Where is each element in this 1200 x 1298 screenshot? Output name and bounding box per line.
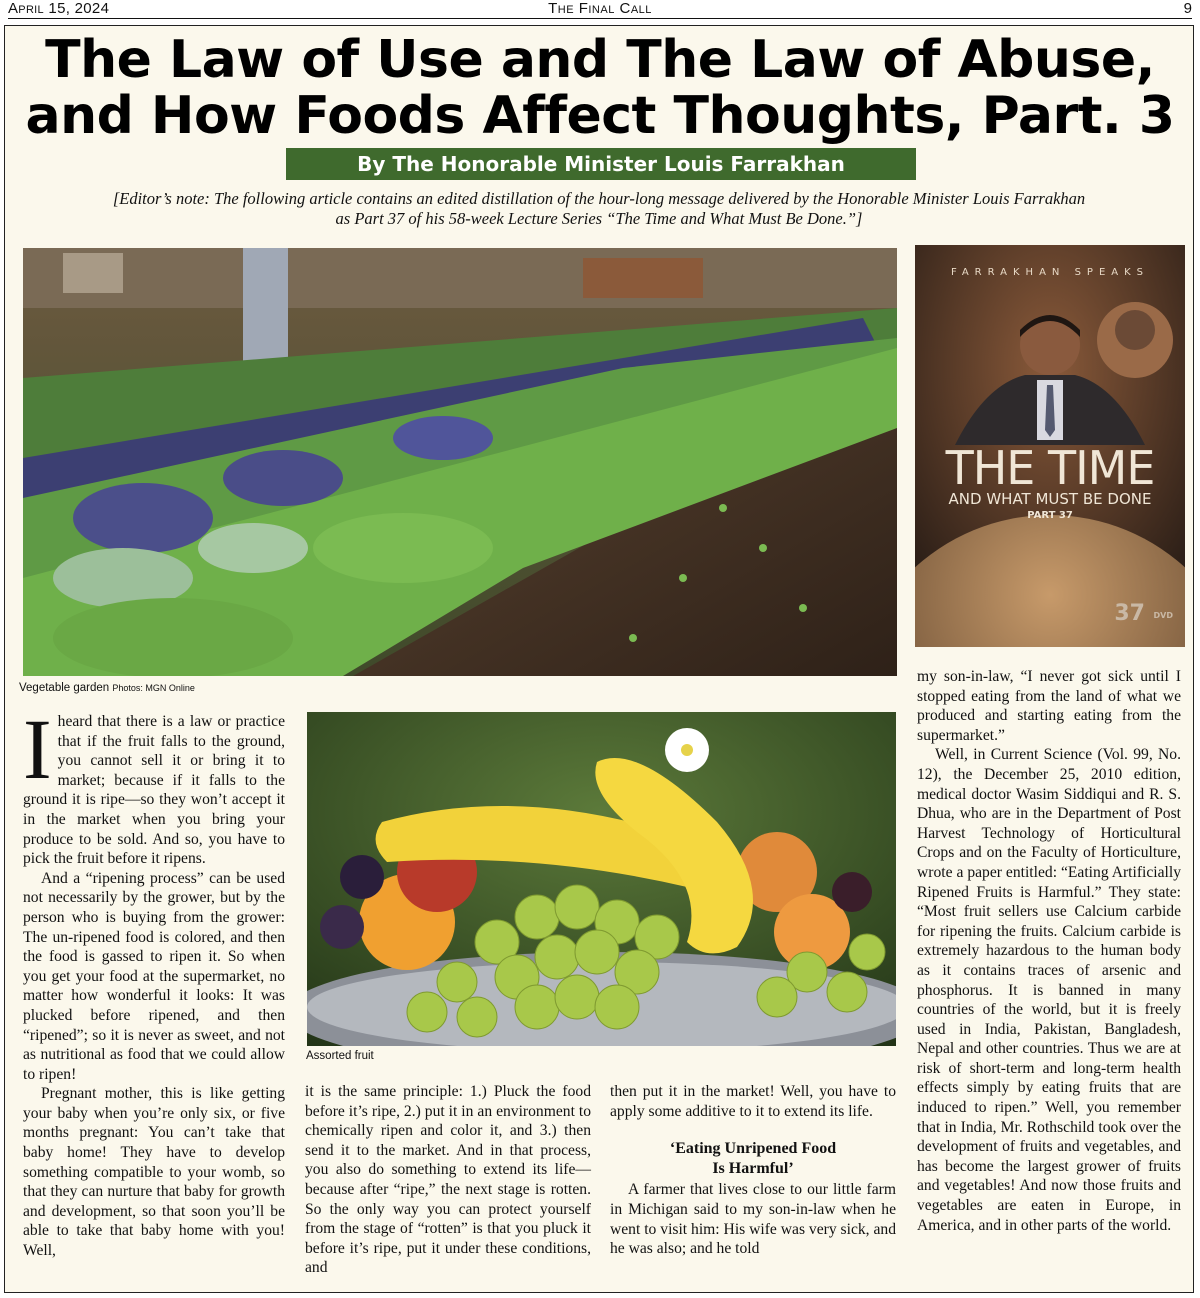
dvd-logo: DVD	[1153, 611, 1173, 620]
dvd-subtitle: AND WHAT MUST BE DONE	[948, 490, 1152, 508]
garden-caption	[19, 682, 195, 694]
column-1-paragraph-3: Pregnant mother, this is like getting your baby when you’re only six, or five months pregnant: You can’t take that baby home! They have to develop something compatible to your womb, so that they can nurture that baby for growth and development, so that soon you’ll be able to take that baby home with you! Well,	[23, 1085, 285, 1260]
article-headline	[17, 32, 1183, 144]
column-2-paragraph-1: it is the same principle: 1.) Pluck the food before it’s ripe, 2.) put it in an environment to chemically ripen and color it, and 3.) then send it to the market. And in that process, you also do something to extend its life—because after “ripe,” the next stage is rotten. So the only way you can protect yourself from the stage of “rotten” is that you pluck it before it’s ripe, put it under these conditions, and	[305, 1083, 591, 1277]
editor-note	[45, 189, 1153, 229]
article-frame	[4, 25, 1194, 1293]
editor-note-line-2: as Part 37 of his 58-week Lecture Series “The Time and What Must Be Done.”]	[335, 209, 863, 228]
byline-banner: By The Honorable Minister Louis Farrakhan	[286, 148, 916, 180]
photo-credit: Photos: MGN Online	[112, 683, 195, 693]
column-4-paragraph-2: Well, in Current Science (Vol. 99, No. 12), the December 25, 2010 edition, medical doctor Wasim Siddiqui and R. S. Dhua, who are in the Department of Post Harvest Technology of Horticultural Crops and on the Faculty of Horticulture, wrote a paper entitled: “Eating Artificially Ripened Fruits is Harmful.” They state: “Most fruit sellers use Calcium carbide for ripening the fruits. Calcium carbide is extremely hazardous to the human body as it contains traces of arsenic and phosphorus. It is banned in many countries of the world, but it is freely used in India, Pakistan, Bangladesh, Nepal and other countries. Thus we are at risk of short-term and long-term health effects simply by eating fruits that are induced to ripen.” Well, you remember that in India, Mr. Rothschild took over the development of fruits and vegetables, and has become the largest grower of fruits and vegetables! And now those fruits and vegetables are eaten in Europe, in America, and in other parts of the world.	[917, 746, 1181, 1234]
column-1-paragraph-1-text: heard that there is a law or practice that if the fruit falls to the ground, you cannot sell it or bring it to market; because if it falls to the ground it is ripe—so they won’t accept it in the market when you bring your produce to be sold. And so, you have to pick the fruit before it ripens.	[23, 713, 285, 868]
dvd-series-label: FARRAKHAN SPEAKS	[950, 267, 1150, 278]
garden-caption-text: Vegetable garden	[19, 682, 110, 694]
dvd-part: PART 37	[1027, 510, 1073, 521]
headline-line-1: The Law of Use and The Law of Abuse,	[45, 30, 1155, 90]
column-4	[917, 667, 1181, 1235]
column-4-paragraph-1: my son-in-law, “I never got sick until I stopped eating from the land of what we produced and starting eating from the supermarket.”	[917, 668, 1181, 744]
dvd-title: THE TIME	[945, 441, 1155, 495]
subhead-line-1: ‘Eating Unripened Food	[669, 1140, 837, 1158]
headline-line-2: and How Foods Affect Thoughts, Part. 3	[25, 86, 1175, 146]
column-3-paragraph-2: A farmer that lives close to our little farm in Michigan said to my son-in-law when he went to visit him: His wife was very sick, and he was also; and he told	[610, 1181, 896, 1258]
column-1	[23, 701, 285, 1261]
column-1-paragraph-1	[23, 701, 285, 869]
editor-note-line-1: [Editor’s note: The following article contains an edited distillation of the hour-long message delivered by the Honorable Minister Louis Farrakhan	[112, 189, 1086, 208]
dvd-cover	[915, 245, 1185, 647]
vegetable-garden-photo	[23, 248, 897, 676]
column-1-paragraph-2: And a “ripening process” can be used not necessarily by the grower, but by the person who is buying from the grower: The un-ripened food is colored, and then the food is gassed to ripen it. So when you get your food at the supermarket, no matter how wonderful it looks: It was plucked before ripened, and then “ripened”; so it is never as sweet, and not as nutritional as food that we could allow to ripen!	[23, 869, 285, 1083]
newspaper-name: The Final Call	[548, 0, 652, 17]
assorted-fruit-photo	[307, 712, 896, 1046]
drop-cap: I	[23, 701, 52, 797]
dvd-number: 37	[1114, 601, 1145, 626]
subhead-line-2: Is Harmful’	[712, 1159, 794, 1177]
fruit-caption: Assorted fruit	[306, 1050, 374, 1062]
section-subhead	[610, 1139, 896, 1178]
page-header	[8, 0, 1192, 19]
column-3-paragraph-1: then put it in the market! Well, you have to apply some additive to it to extend its life.	[610, 1083, 896, 1120]
column-3	[610, 1082, 896, 1259]
page-number: 9	[1183, 0, 1192, 17]
issue-date: April 15, 2024	[8, 0, 110, 17]
column-2	[305, 1082, 591, 1278]
